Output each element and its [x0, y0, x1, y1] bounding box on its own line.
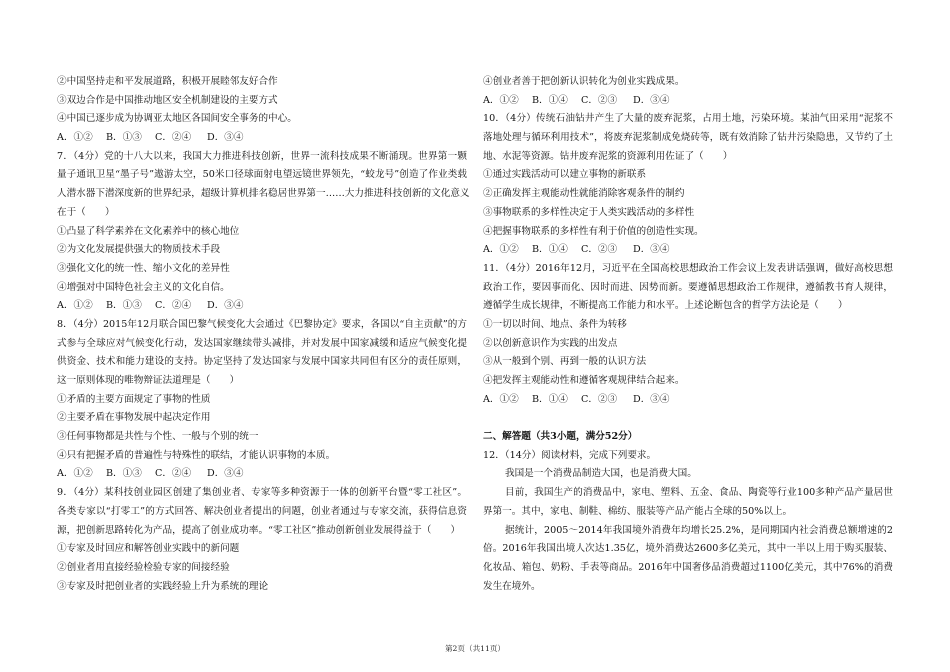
question-7-statement: ①凸显了科学素养在文化素养中的核心地位 [57, 225, 240, 237]
right-column [483, 73, 893, 596]
question-12-material-line: 化妆品、箱包、奶粉、手表等商品。2016年中国奢侈品消费超过1100亿美元，其中76%的消费 [483, 561, 893, 573]
question-8-stem-line: 这一原则体现的唯物辩证法道理是（ ） [57, 375, 240, 386]
question-9-statement: ④创业者善于把创新认识转化为创业实践成果。 [483, 76, 685, 87]
question-11-statement: ③从一般到个别、再到一般的认识方法 [483, 356, 647, 368]
question-8-statement: ①矛盾的主要方面规定了事物的性质 [57, 393, 211, 405]
question-10-stem-line: 10．（4分）传统石油钻井产生了大量的废弃泥浆，占用土地，污染环境。某油气田采用“泥浆不 [483, 113, 893, 125]
question-8-option-b: B．①③ [106, 468, 142, 480]
question-6-option-b: B．①③ [106, 132, 142, 144]
question-9-stem-line: 各类专家以“打零工”的方式回答、解决创业者提出的问题，创业者通过与专家交流，获得信息资 [57, 505, 467, 517]
question-11-option-b: B．①④ [532, 393, 568, 405]
blank-spacer [483, 409, 893, 428]
question-11-option-a: A．①② [483, 393, 519, 405]
question-12-material-line: 发生在境外。 [483, 580, 541, 592]
question-7-stem-line: 在于（ ） [57, 206, 115, 218]
question-10-option-a: A．①② [483, 244, 519, 256]
question-11-option-d: D．③④ [633, 393, 670, 405]
question-10-statement: ①通过实践活动可以建立事物的新联系 [483, 169, 647, 181]
question-7-stem-line: 人潜水器下潜深度新的世界纪录，超级计算机排名稳居世界第一……大力推进科技创新的文化意义 [57, 188, 470, 200]
question-11-options [483, 391, 893, 410]
question-7-stem-line: 7．（4分）党的十八大以来，我国大力推进科技创新，世界一流科技成果不断涌现。世界第一颗 [57, 150, 467, 162]
question-11-stem-line: 11．（4分）2016年12月，习近平在全国高校思想政治工作会议上发表讲话强调，做好高校思想 [483, 262, 893, 274]
question-9-statement: ①专家及时回应和解答创业实践中的新问题 [57, 543, 240, 555]
question-9-option-b: B．①④ [532, 94, 568, 106]
question-8-options [57, 465, 467, 484]
left-column [57, 73, 470, 596]
question-7-options [57, 297, 467, 316]
question-9-stem-line: 9．（4分）某科技创业园区创建了集创业者、专家等多种资源于一体的创新平台暨“零工社区”。 [57, 487, 467, 499]
question-11-stem-line: 遵循学生成长规律，不断提高工作能力和水平。上述论断包含的哲学方法论是（ ） [483, 300, 848, 312]
question-8-statement: ③任何事物都是共性与个性、一般与个别的统一 [57, 431, 259, 443]
question-7-statement: ③强化文化的统一性、缩小文化的差异性 [57, 262, 230, 274]
question-9-option-d: D．③④ [633, 94, 670, 106]
question-12-material-line: 界第一。其中，家电、制鞋、棉纺、服装等产品产能占全球的50%以上。 [483, 505, 793, 517]
question-12-material-line: 我国是一个消费品制造大国，也是消费大国。 [505, 468, 697, 480]
section-2-heading: 二、解答题（共3小题，满分52分） [483, 431, 638, 443]
question-11-statement: ④把发挥主观能动性和遵循客观规律结合起来。 [483, 375, 685, 386]
question-8-option-a: A．①② [57, 468, 93, 480]
question-10-option-d: D．③④ [633, 244, 670, 256]
question-7-statement: ④增强对中国特色社会主义的文化自信。 [57, 281, 230, 293]
question-10-statement: ④把握事物联系的多样性有利于价值的创造性实现。 [483, 225, 704, 237]
question-12-material-line: 据统计，2005～2014年我国境外消费年均增长25.2%，是同期国内社会消费总额增速的2 [505, 524, 893, 536]
question-10-statement: ③事物联系的多样性决定于人类实践活动的多样性 [483, 206, 695, 218]
question-7-option-d: D．③④ [207, 300, 244, 312]
question-8-statement: ④只有把握矛盾的普遍性与特殊性的联结，才能认识事物的本质。 [57, 449, 336, 461]
page-footer: 第2页（共11页） [444, 644, 506, 653]
question-11-option-c: C．②③ [581, 393, 618, 405]
question-10-stem-line: 落地处理与循环利用技术”，将废弃泥浆制成免烧砖等，既有效消除了钻井污染隐患，又节约了土 [483, 132, 893, 144]
question-8-stem-line: 式参与全球应对气候变化行动，发达国家继续带头减排，并对发展中国家减缓和适应气候变化提 [57, 337, 467, 349]
question-12-stem: 12．（14分）阅读材料，完成下列要求。 [483, 449, 657, 461]
question-6-option-d: D．③④ [207, 132, 244, 144]
question-6-statement: ④中国已逐步成为协调亚太地区各国间安全事务的中心。 [57, 113, 297, 125]
question-7-stem-line: 量子通讯卫星“墨子号”遨游太空，50米口径球面射电望远镜世界领先，“蛟龙号”创造了作业类载 [57, 169, 467, 181]
question-9-stem-line: 源，把创新思路转化为产品，提高了创业成功率。“零工社区”推动创新创业发展得益于（ ） [57, 524, 461, 536]
question-11-statement: ②以创新意识作为实践的出发点 [483, 337, 618, 349]
question-7-option-c: C．②④ [155, 300, 192, 312]
question-8-option-c: C．②④ [155, 468, 192, 480]
question-6-option-a: A．①② [57, 132, 93, 144]
question-11-stem-line: 政治工作，要因事而化、因时而进、因势而新。要遵循思想政治工作规律，遵循教书育人规律， [483, 281, 893, 293]
question-7-option-a: A．①② [57, 300, 93, 312]
question-8-stem-line: 供资金、技术和能力建设的支持。协定坚持了发达国家与发展中国家共同但有区分的责任原则， [57, 356, 467, 368]
question-6-statement: ③双边合作是中国推动地区安全机制建设的主要方式 [57, 94, 278, 106]
question-6-options [57, 129, 467, 148]
question-6-option-c: C．②④ [155, 132, 192, 144]
question-12-material-line: 倍。2016年我国出境人次达1.35亿，境外消费达2600多亿美元，其中一半以上用于购买服装、 [483, 543, 893, 555]
question-9-options [483, 92, 893, 111]
question-10-statement: ②正确发挥主观能动性就能消除客观条件的制约 [483, 188, 685, 200]
question-10-stem-line: 地、水泥等资源。钻井废弃泥浆的资源利用佐证了（ ） [483, 150, 733, 162]
question-9-option-c: C．②③ [581, 94, 618, 106]
question-7-statement: ②为文化发展提供强大的物质技术手段 [57, 244, 221, 256]
question-9-option-a: A．①② [483, 94, 519, 106]
question-8-option-d: D．③④ [207, 468, 244, 480]
question-10-option-c: C．②③ [581, 244, 618, 256]
question-12-material-line: 目前，我国生产的消费品中，家电、塑料、五金、食品、陶瓷等行业100多种产品产量居世 [505, 487, 893, 499]
question-10-option-b: B．①④ [532, 244, 568, 256]
question-8-stem-line: 8．（4分）2015年12月联合国巴黎气候变化大会通过《巴黎协定》要求，各国以“自主贡献”的方 [57, 318, 467, 330]
question-7-option-b: B．①③ [106, 300, 142, 312]
question-8-statement: ②主要矛盾在事物发展中起决定作用 [57, 412, 211, 424]
question-9-statement: ②创业者用直接经验检验专家的间接经验 [57, 561, 230, 573]
question-11-statement: ①一切以时间、地点、条件为转移 [483, 318, 627, 330]
question-10-options [483, 241, 893, 260]
question-6-statement: ②中国坚持走和平发展道路，积极开展睦邻友好合作 [57, 76, 278, 87]
question-9-statement: ③专家及时把创业者的实践经验上升为系统的理论 [57, 580, 269, 592]
